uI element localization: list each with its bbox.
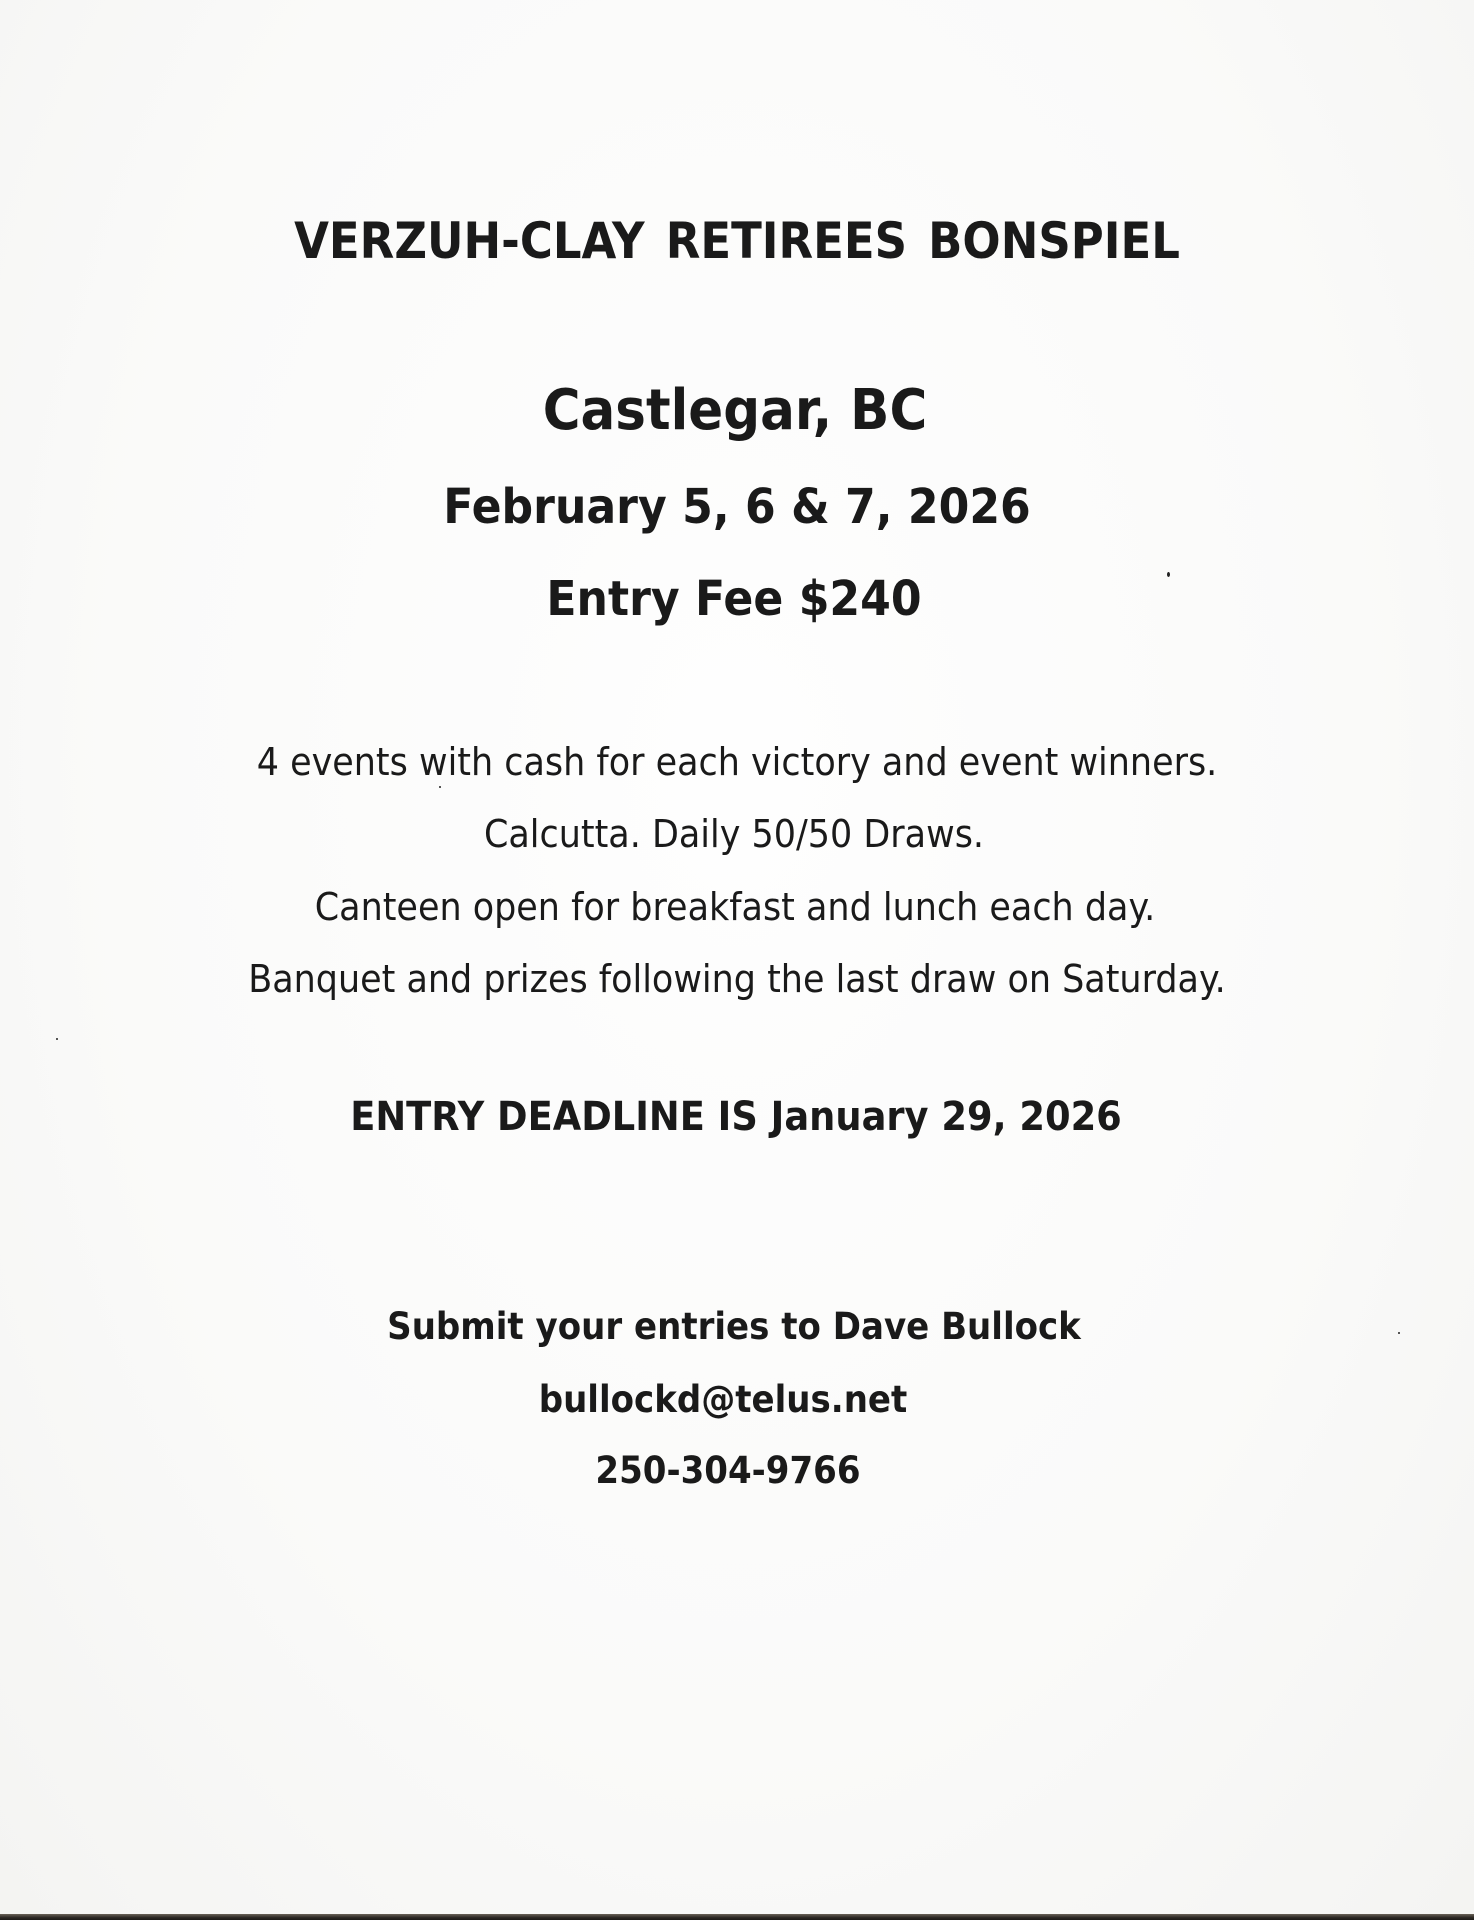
event-dates: February 5, 6 & 7, 2026 (443, 479, 1031, 535)
contact-phone: 250-304-9766 (595, 1449, 861, 1492)
event-location: Castlegar, BC (542, 378, 928, 443)
entry-deadline: ENTRY DEADLINE IS January 29, 2026 (350, 1094, 1122, 1140)
detail-line-banquet: Banquet and prizes following the last draw on Saturday. (248, 957, 1226, 1001)
submit-instructions: Submit your entries to Dave Bullock (387, 1305, 1081, 1348)
detail-line-calcutta: Calcutta. Daily 50/50 Draws. (483, 812, 985, 856)
scan-speck (56, 1038, 58, 1040)
flyer-title: VERZUH-CLAY RETIREES BONSPIEL (294, 212, 1180, 270)
contact-email: bullockd@telus.net (538, 1378, 908, 1421)
scan-speck (1398, 1332, 1400, 1334)
scan-bottom-edge (0, 1914, 1474, 1920)
entry-fee: Entry Fee $240 (546, 571, 922, 627)
scan-speck (1167, 572, 1170, 577)
detail-line-canteen: Canteen open for breakfast and lunch each day. (314, 885, 1156, 929)
scan-speck (439, 786, 441, 788)
detail-line-events: 4 events with cash for each victory and event winners. (256, 740, 1218, 784)
